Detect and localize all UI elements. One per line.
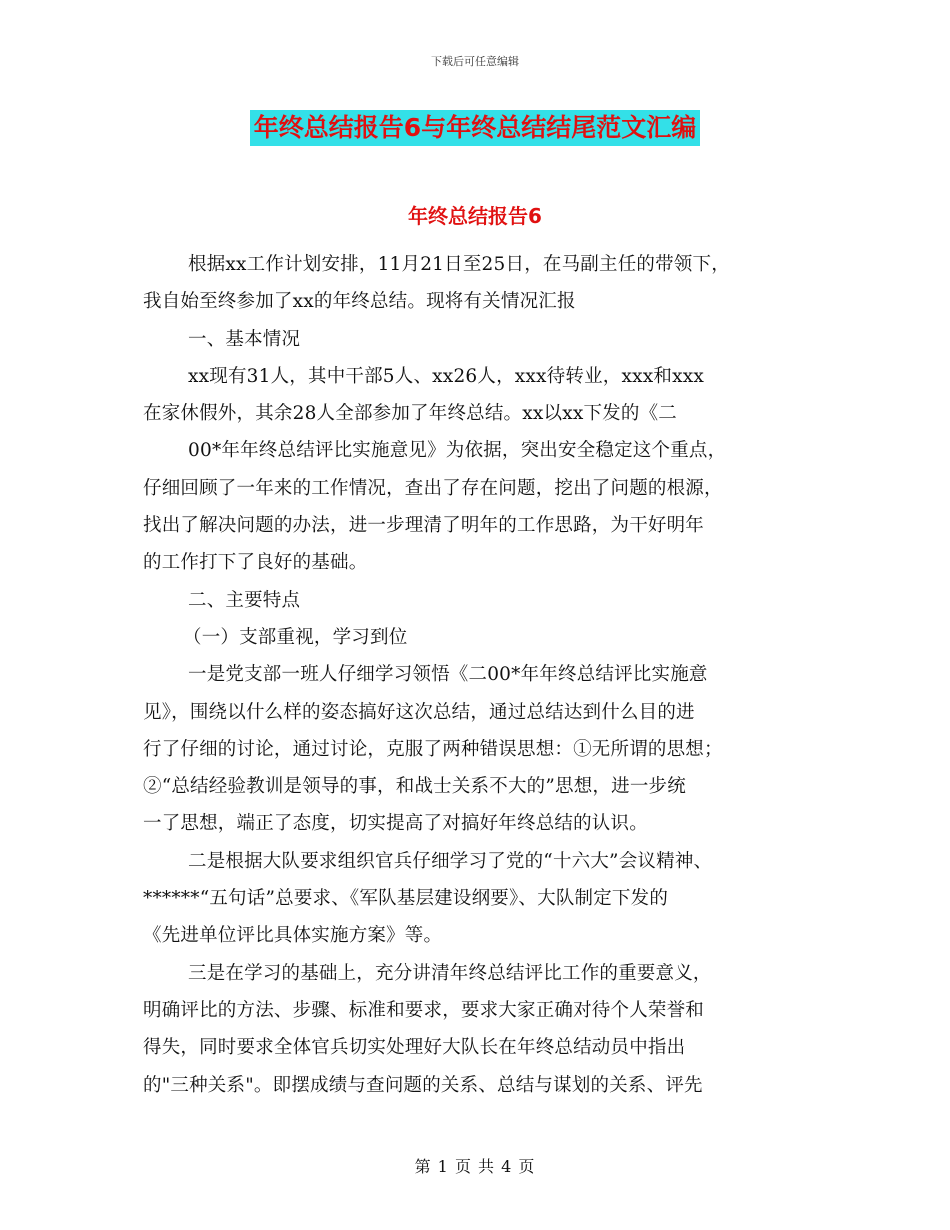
paragraph-line: ******“五句话”总要求、《军队基层建设纲要》、大队制定下发的	[143, 888, 669, 910]
paragraph-line: ②“总结经验教训是领导的事，和战士关系不大的”思想，进一步统	[143, 776, 686, 798]
paragraph-line: 的"三种关系"。即摆成绩与查问题的关系、总结与谋划的关系、评先	[143, 1074, 703, 1096]
heading-line: 一、基本情况	[188, 328, 301, 350]
paragraph-line: 找出了解决问题的办法，进一步理清了明年的工作思路，为干好明年	[143, 515, 705, 537]
paragraph-line: 的工作打下了良好的基础。	[143, 552, 368, 574]
paragraph-line: 三是在学习的基础上，充分讲清年终总结评比工作的重要意义，	[188, 962, 712, 984]
paragraph-line: 明确评比的方法、步骤、标准和要求，要求大家正确对待个人荣誉和	[143, 999, 705, 1021]
header-note: 下载后可任意编辑	[431, 55, 519, 68]
subheading-line: （一）支部重视，学习到位	[183, 626, 408, 648]
body-text	[143, 246, 813, 1104]
paragraph-line: 《先进单位评比具体实施方案》等。	[143, 925, 443, 947]
paragraph-line: 行了仔细的讨论，通过讨论，克服了两种错误思想：①无所谓的思想；	[143, 738, 723, 760]
paragraph-line: 仔细回顾了一年来的工作情况，查出了存在问题，挖出了问题的根源，	[143, 477, 723, 499]
paragraph-line: 我自始至终参加了xx的年终总结。现将有关情况汇报	[143, 291, 576, 313]
paragraph-line: 根据xx工作计划安排，11月21日至25日，在马副主任的带领下，	[188, 254, 730, 275]
paragraph-line: 见》，围绕以什么样的姿态搞好这次总结，通过总结达到什么目的进	[143, 701, 695, 723]
paragraph-line: 一了思想，端正了态度，切实提高了对搞好年终总结的认识。	[143, 813, 648, 835]
paragraph-line: 二是根据大队要求组织官兵仔细学习了党的“十六大”会议精神、	[188, 850, 713, 872]
paragraph-line: xx现有31人，其中干部5人、xx26人，xxx待转业，xxx和xxx	[188, 365, 704, 387]
heading-line: 二、主要特点	[188, 589, 301, 611]
document-title: 年终总结报告6与年终总结结尾范文汇编	[250, 110, 700, 146]
paragraph-line: 在家休假外，其余28人全部参加了年终总结。xx以xx下发的《二	[143, 403, 677, 425]
page-number: 第 1 页 共 4 页	[414, 1157, 536, 1176]
section-title: 年终总结报告6	[408, 204, 542, 228]
paragraph-line: 得失，同时要求全体官兵切实处理好大队长在年终总结动员中指出	[143, 1037, 686, 1059]
paragraph-line: 一是党支部一班人仔细学习领悟《二00*年年终总结评比实施意	[188, 664, 708, 686]
paragraph-line: 00*年年终总结评比实施意见》为依据，突出安全稳定这个重点，	[188, 440, 727, 462]
document-title-wrap	[0, 110, 950, 146]
